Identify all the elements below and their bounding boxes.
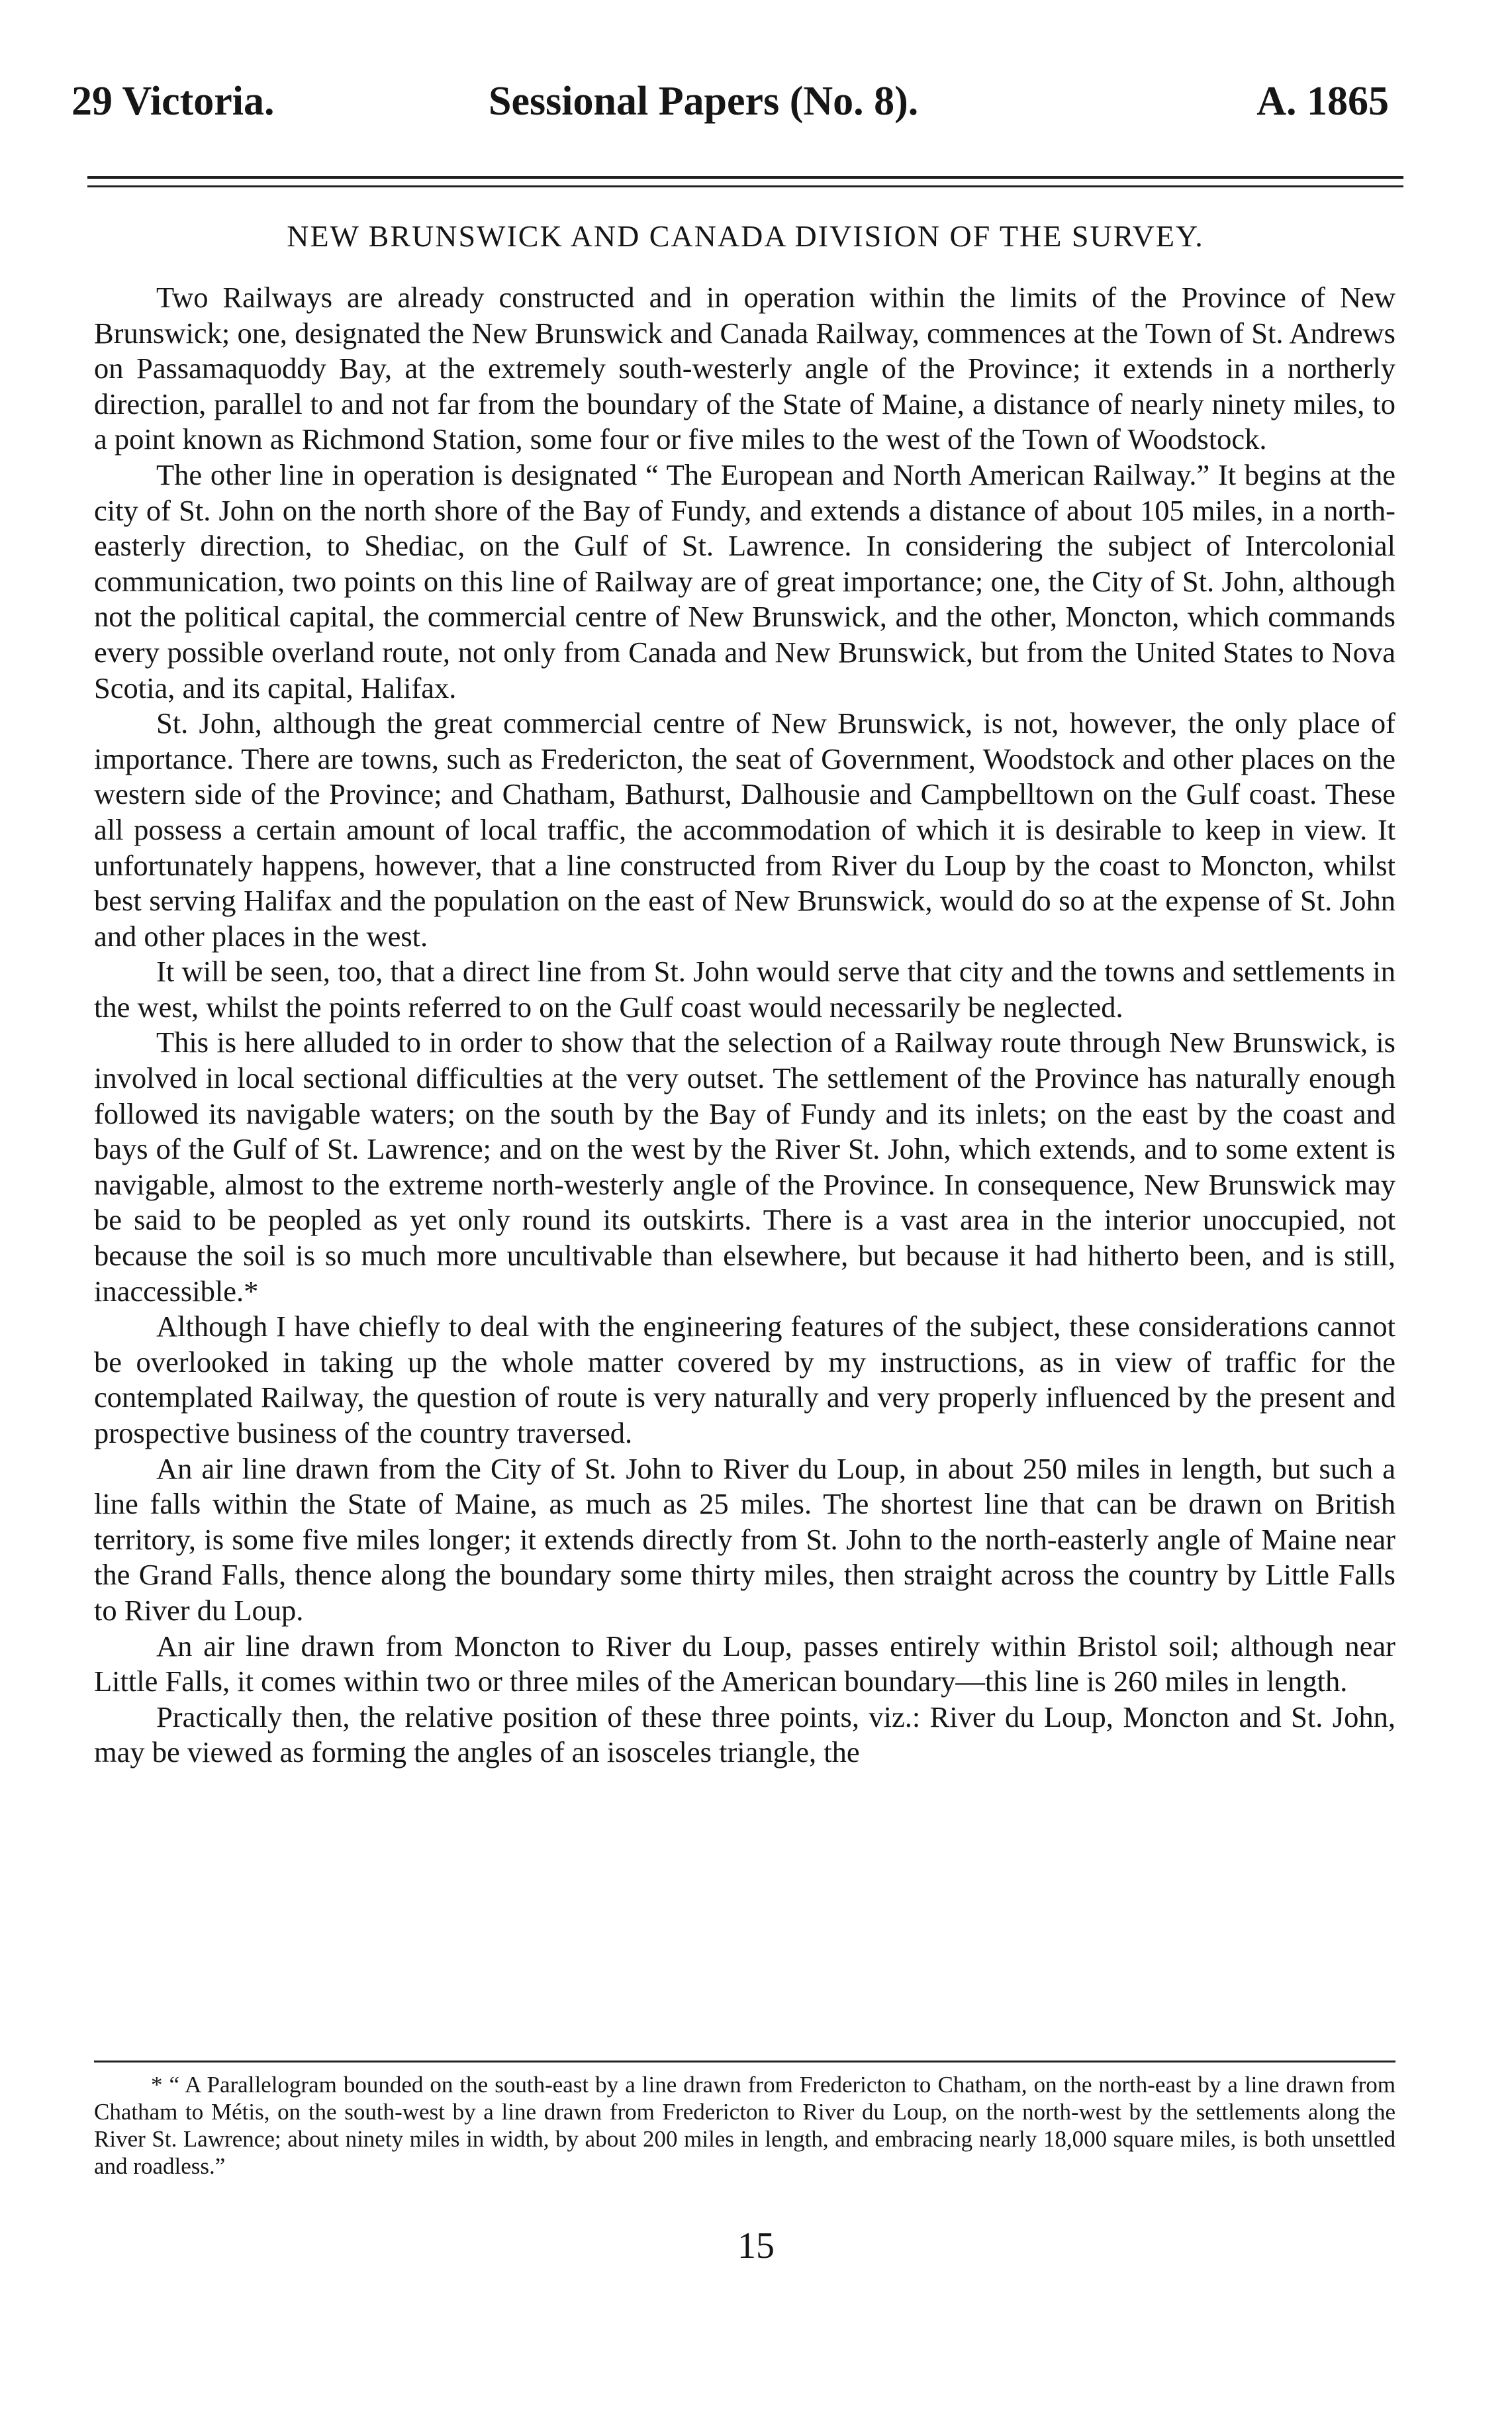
footnote (94, 2071, 1395, 2180)
footnote-rule (94, 2061, 1395, 2062)
paragraph-5: This is here alluded to in order to show that the selection of a Railway route through New Brunswick, is involved in local sectional difficulties at the very outset. The settlement of the Province has naturally enough followed its navigable waters; on the south by the Bay of Fundy and its inlets; on the east by the coast and bays of the Gulf of St. Lawrence; and on the west by the River St. John, which extends, and to some extent is navigable, almost to the extreme north-westerly angle of the Province. In consequence, New Brunswick may be said to be peopled as yet only round its outskirts. There is a vast area in the interior unoccupied, not because the soil is so much more uncultivable than elsewhere, but because it had hitherto been, and is still, inaccessible.* (94, 1026, 1395, 1308)
section-title: NEW BRUNSWICK AND CANADA DIVISION OF THE SURVEY. (287, 219, 1204, 253)
paragraph-6: Although I have chiefly to deal with the engineering features of the subject, these considerations cannot be overlooked in taking up the whole matter covered by my instructions, as in view of traffic for the contemplated Railway, the question of route is very naturally and very properly influenced by the present and prospective business of the country traversed. (94, 1310, 1395, 1449)
footnote-text: * “ A Parallelogram bounded on the south-east by a line drawn from Fredericton to Chatham, on the north-east by a line drawn from Chatham to Métis, on the south-west by a line drawn from Fredericton to River du Loup, on the north-west by the settlements along the River St. Lawrence; about ninety miles in width, by about 200 miles in length, and embracing nearly 18,000 square miles, is both unsettled and roadless.” (94, 2072, 1395, 2179)
paragraph-8: An air line drawn from Moncton to River du Loup, passes entirely within Bristol soil; although near Little Falls, it comes within two or three miles of the American boundary—this line is 260 miles in length. (94, 1629, 1395, 1698)
running-header (71, 78, 1389, 144)
header-session: 29 Victoria. (71, 79, 275, 124)
header-title: Sessional Papers (No. 8). (489, 79, 919, 124)
page-number: 15 (737, 2225, 775, 2266)
header-year: A. 1865 (1256, 79, 1389, 124)
paragraph-3: St. John, although the great commercial centre of New Brunswick, is not, however, the only place of importance. There are towns, such as Fredericton, the seat of Government, Woodstock and other places on the western side of the Province; and Chatham, Bathurst, Dalhousie and Campbelltown on the Gulf coast. These all possess a certain amount of local traffic, the accommodation of which it is desirable to keep in view. It unfortunately happens, however, that a line constructed from River du Loup by the coast to Moncton, whilst best serving Halifax and the population on the east of New Brunswick, would do so at the expense of St. John and other places in the west. (94, 706, 1395, 953)
paragraph-4: It will be seen, too, that a direct line from St. John would serve that city and the towns and settlements in the west, whilst the points referred to on the Gulf coast would necessarily be neglected. (94, 955, 1395, 1024)
paragraph-9: Practically then, the relative position of these three points, viz.: River du Loup, Moncton and St. John, may be viewed as forming the angles of an isosceles triangle, the (94, 1700, 1395, 1769)
paragraph-1: Two Railways are already constructed and in operation within the limits of the Province of New Brunswick; one, designated the New Brunswick and Canada Railway, commences at the Town of St. Andrews on Passamaquoddy Bay, at the extremely south-westerly angle of the Province; it extends in a northerly direction, parallel to and not far from the boundary of the State of Maine, a distance of nearly ninety miles, to a point known as Richmond Station, some four or five miles to the west of the Town of Woodstock. (94, 281, 1395, 456)
body-text (94, 280, 1395, 1771)
paragraph-2: The other line in operation is designated “ The European and North American Railway.” It begins at the city of St. John on the north shore of the Bay of Fundy, and extends a distance of about 105 miles, in a north-easterly direction, to Shediac, on the Gulf of St. Lawrence. In considering the subject of Intercolonial communication, two points on this line of Railway are of great importance; one, the City of St. John, although not the political capital, the commercial centre of New Brunswick, and the other, Moncton, which commands every possible overland route, not only from Canada and New Brunswick, but from the United States to Nova Scotia, and its capital, Halifax. (94, 458, 1395, 704)
paragraph-7: An air line drawn from the City of St. John to River du Loup, in about 250 miles in length, but such a line falls within the State of Maine, as much as 25 miles. The shortest line that can be drawn on British territory, is some five miles longer; it extends directly from St. John to the north-easterly angle of Maine near the Grand Falls, thence along the boundary some thirty miles, then straight across the country by Little Falls to River du Loup. (94, 1451, 1395, 1627)
header-double-rule (87, 176, 1403, 187)
